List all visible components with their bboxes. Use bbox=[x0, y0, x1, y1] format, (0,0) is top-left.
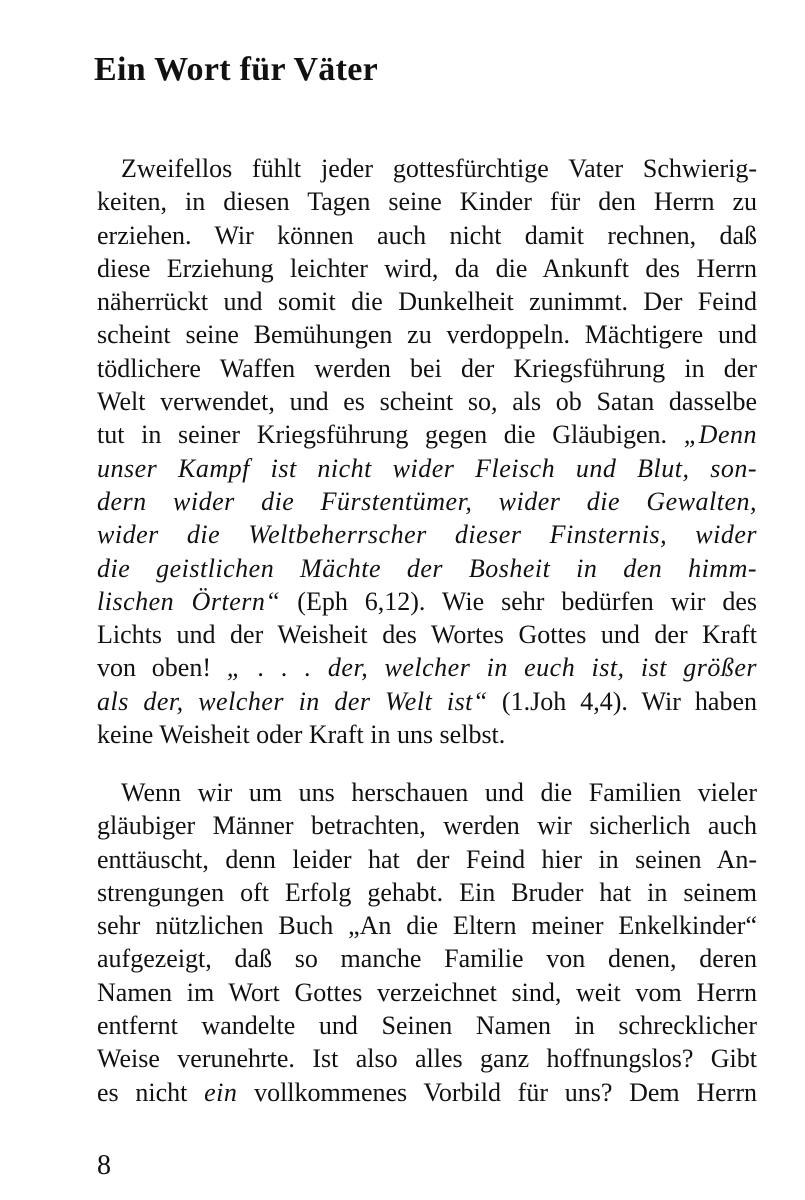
text-segment: vollkommenes Vorbild für uns? Dem Herrn bbox=[237, 1077, 757, 1107]
text-line bbox=[97, 552, 757, 585]
italic-quote-segment: wider die Weltbeherrscher dieser Finsternis, wider bbox=[97, 520, 757, 550]
text-line bbox=[97, 1042, 757, 1075]
italic-quote-segment: „ . . . der, welcher in euch ist, ist größer bbox=[226, 653, 757, 683]
text-line bbox=[97, 685, 757, 718]
italic-quote-segment: lischen Örtern“ bbox=[97, 586, 281, 616]
text-line bbox=[97, 1076, 757, 1109]
text-line bbox=[97, 385, 757, 418]
text-line bbox=[97, 585, 757, 618]
text-line bbox=[97, 618, 757, 651]
text-segment: näherrückt und somit die Dunkelheit zunimmt. Der Feind bbox=[97, 287, 757, 317]
text-line bbox=[97, 651, 757, 684]
italic-quote-segment: als der, welcher in der Welt ist“ bbox=[97, 686, 488, 716]
text-line bbox=[97, 252, 757, 285]
text-line bbox=[97, 1009, 757, 1042]
text-segment: gläubiger Männer betrachten, werden wir sicherlich auch bbox=[97, 811, 757, 841]
text-line bbox=[97, 518, 757, 551]
text-line bbox=[97, 976, 757, 1009]
text-segment: Namen im Wort Gottes verzeichnet sind, weit vom Herrn bbox=[97, 977, 757, 1007]
italic-quote-segment: die geistlichen Mächte der Bosheit in den himm- bbox=[97, 553, 757, 583]
text-line bbox=[97, 318, 757, 351]
text-line bbox=[97, 452, 757, 485]
text-line bbox=[97, 352, 757, 385]
paragraph-2 bbox=[97, 776, 757, 1109]
page-number: 8 bbox=[97, 1150, 111, 1181]
text-line bbox=[97, 185, 757, 218]
text-segment: (Eph 6,12). Wie sehr bedürfen wir des bbox=[280, 586, 757, 616]
text-line bbox=[97, 418, 757, 451]
text-line bbox=[97, 909, 757, 942]
text-segment: Lichts und der Weisheit des Wortes Gottes und der Kraft bbox=[97, 620, 757, 650]
paragraph-1 bbox=[97, 152, 757, 751]
text-segment: aufgezeigt, daß so manche Familie von denen, deren bbox=[97, 944, 757, 974]
text-segment: enttäuscht, denn leider hat der Feind hier in seinen An- bbox=[97, 844, 757, 874]
text-segment: scheint seine Bemühungen zu verdoppeln. Mächtigere und bbox=[97, 320, 757, 350]
text-line bbox=[97, 152, 757, 185]
text-segment: Weise verunehrte. Ist also alles ganz hoffnungslos? Gibt bbox=[97, 1044, 757, 1074]
italic-quote-segment: unser Kampf ist nicht wider Fleisch und Blut, son- bbox=[97, 453, 757, 483]
text-line bbox=[97, 219, 757, 252]
text-segment: Welt verwendet, und es scheint so, als ob Satan dasselbe bbox=[97, 387, 757, 417]
text-segment: entfernt wandelte und Seinen Namen in schrecklicher bbox=[97, 1011, 757, 1041]
text-segment: keine Weisheit oder Kraft in uns selbst. bbox=[97, 720, 506, 750]
italic-quote-segment: ein bbox=[204, 1077, 238, 1107]
text-segment: strengungen oft Erfolg gehabt. Ein Bruder hat in seinem bbox=[97, 877, 757, 907]
text-line bbox=[97, 285, 757, 318]
text-line bbox=[97, 776, 757, 809]
italic-quote-segment: dern wider die Fürstentümer, wider die Gewalten, bbox=[97, 486, 757, 516]
text-segment: von oben! bbox=[97, 653, 227, 683]
italic-quote-segment: „Denn bbox=[683, 420, 757, 450]
text-segment: erziehen. Wir können auch nicht damit rechnen, daß bbox=[97, 220, 757, 250]
text-segment: Wenn wir um uns herschauen und die Familien vieler bbox=[121, 778, 757, 807]
text-segment: tödlichere Waffen werden bei der Kriegsführung in der bbox=[97, 353, 757, 383]
text-line bbox=[97, 809, 757, 842]
text-segment: keiten, in diesen Tagen seine Kinder für den Herrn zu bbox=[97, 187, 757, 217]
text-segment: Zweifellos fühlt jeder gottesfürchtige Vater Schwierig- bbox=[121, 154, 757, 183]
text-segment: diese Erziehung leichter wird, da die Ankunft des Herrn bbox=[97, 253, 757, 283]
text-segment: (1.Joh 4,4). Wir haben bbox=[487, 686, 757, 716]
text-segment: es nicht bbox=[97, 1077, 205, 1107]
text-line bbox=[97, 843, 757, 876]
text-segment: sehr nützlichen Buch „An die Eltern meiner Enkelkinder“ bbox=[97, 911, 757, 941]
text-line bbox=[97, 718, 757, 751]
text-line bbox=[97, 485, 757, 518]
chapter-heading: Ein Wort für Väter bbox=[94, 51, 379, 88]
text-segment: tut in seiner Kriegsführung gegen die Gläubigen. bbox=[97, 420, 684, 450]
text-line bbox=[97, 876, 757, 909]
text-line bbox=[97, 942, 757, 975]
